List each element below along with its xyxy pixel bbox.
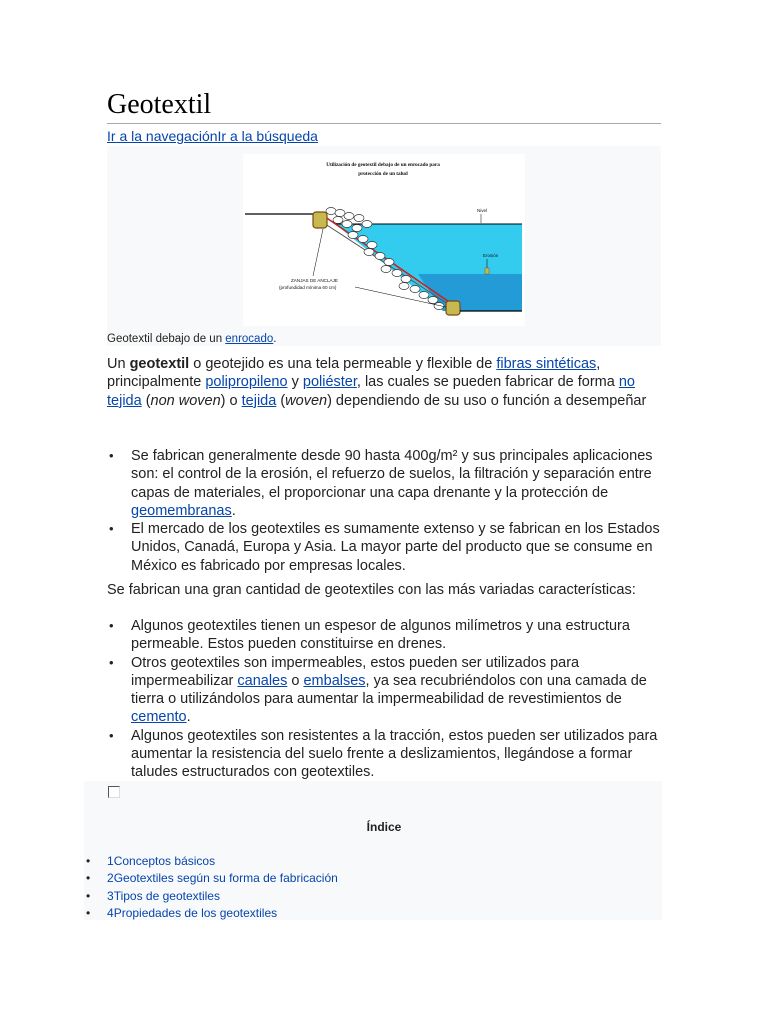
intro-text: ( [141,392,151,409]
figure-thumbnail [107,146,661,346]
canales-link[interactable]: canales [237,672,288,689]
fibras-sinteticas-link[interactable]: fibras sintéticas [496,356,597,372]
toc-item-number: 2 [107,871,114,886]
toc-title: Índice [366,820,402,834]
list-item [107,520,663,575]
no-tejida-link[interactable]: no tejida [107,374,635,409]
caption-text: Geotextil debajo de un [107,333,226,345]
intro-text: , principalmente [107,356,601,391]
diagram-title-line2: protección de un talud [358,171,408,177]
term-geotextil: geotextil [129,356,190,372]
woven-term: woven [285,392,328,409]
list-item [107,447,663,520]
toc-list [84,853,338,923]
toc-item[interactable] [84,853,338,870]
list-item [107,654,663,727]
caption-suffix: . [273,333,277,345]
toc-toggle-checkbox[interactable] [108,786,120,798]
jump-to-navigation-link[interactable]: Ir a la navegaciónIr a la búsqueda [107,128,318,144]
toc-item[interactable] [84,905,338,922]
list-item [107,727,663,782]
toc-item-number: 4 [107,906,114,921]
intro-paragraph [107,355,663,410]
label-nivel: Nivel [477,208,488,213]
intro-text: ) dependiendo de su uso o función a desempeñar [327,392,647,409]
list-item-text: Se fabrican generalmente desde 90 hasta 400g/m² y sus principales aplicaciones son: el control de la erosión, el refuerzo de suelos, la filtración y separación entre capas de materiales, el proporcionar una capa drenante y la protección de [131,448,653,501]
toc-item[interactable] [84,870,338,887]
intro-text: y [287,374,303,391]
toc-item-number: 3 [107,888,114,903]
list-item-text: o [287,672,304,689]
enrocado-link[interactable]: enrocado [225,333,274,345]
geotextile-diagram[interactable] [243,154,525,326]
toc-item-label[interactable]: Conceptos básicos [113,854,216,868]
list-item-suffix: . [231,502,236,519]
figure-caption [107,331,276,347]
list-item-text: Algunos geotextiles son resistentes a la tracción, estos pueden ser utilizados para aumentar la resistencia del suelo frente a deslizamientos, llegándose a formar taludes estructurados con geotextiles. [131,727,658,781]
intro-text: ( [276,392,286,409]
anchor-trench-top [313,212,327,228]
geomembranas-link[interactable]: geomembranas [131,502,232,519]
poliester-link[interactable]: poliéster [302,374,357,391]
list-item-text: Algunos geotextiles tienen un espesor de algunos milímetros y una estructura permeable. Estos pueden constituirse en drenes. [131,618,630,653]
toc-item-label[interactable]: Tipos de geotextiles [113,888,220,903]
diagram-title-line1: Utilización de geotextil debajo de un enrocado para [326,162,440,168]
characteristics-paragraph: Se fabrican una gran cantidad de geotextiles con las más variadas características: [107,582,636,598]
tejida-link[interactable]: tejida [241,392,277,409]
embalses-link[interactable]: embalses [303,672,366,689]
label-zanjas-line2: (profundidad mínima 60 cm) [279,285,337,290]
list-item-text: Otros geotextiles son impermeables, estos pueden ser utilizados para impermeabilizar [131,654,580,689]
list-item-text: , ya sea recubriéndolos con una camada de tierra o utilizándolos para aumentar la impermeabilidad de revestimientos de [131,672,647,708]
intro-text: , las cuales se pueden fabricar de forma [356,374,619,391]
toc-item-label[interactable]: Propiedades de los geotextiles [113,906,278,921]
non-woven-term: non woven [150,392,221,409]
label-zanjas-line1: ZANJAS DE ANCLAJE [291,278,338,283]
toc-item-label[interactable]: Geotextiles según su forma de fabricación [113,871,338,886]
intro-text: ) o [220,392,242,409]
list-item-text: El mercado de los geotextiles es sumamente extenso y se fabrican en los Estados Unidos, Canadá, Europa y Asia. La mayor parte del producto que se consume en México es fabricado por empresas locales. [131,521,660,574]
anchor-trench-bottom [446,301,460,315]
list-item [107,617,663,654]
jump-links[interactable] [107,127,318,145]
label-erosion: Erosión [483,253,499,258]
characteristics-list [107,617,663,782]
cemento-link[interactable]: cemento [131,709,187,726]
polipropileno-link[interactable]: polipropileno [205,374,288,391]
intro-text: o geotejido es una tela permeable y flexible de [189,356,497,372]
intro-text: Un [107,356,130,372]
list-item-text: . [186,709,191,726]
applications-list [107,447,663,575]
page-title: Geotextil [107,88,661,124]
toc-item[interactable] [84,888,338,905]
toc-item-number: 1 [107,854,114,868]
